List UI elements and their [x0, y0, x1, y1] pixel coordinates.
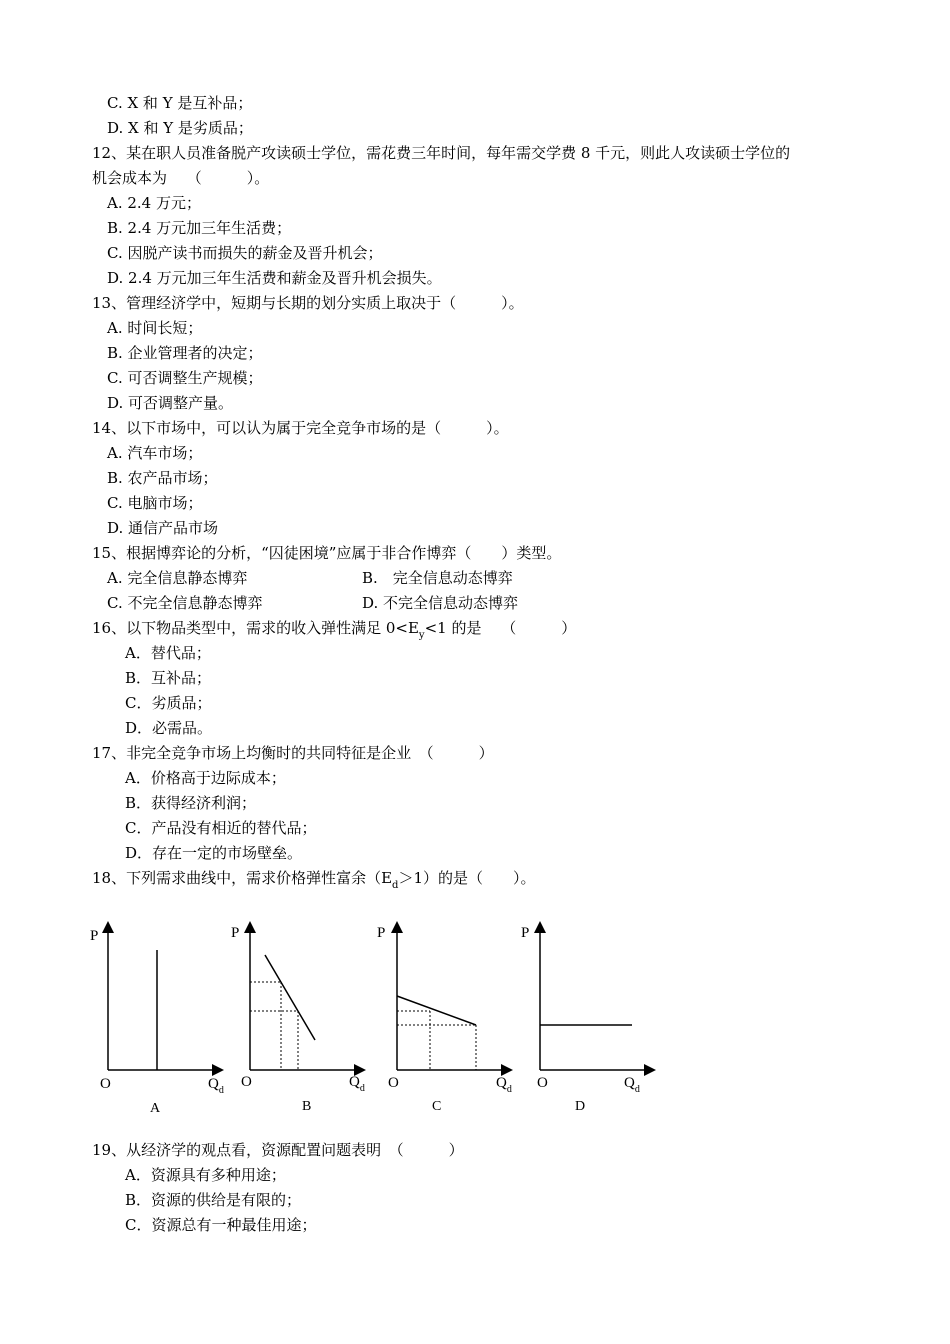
- graph-a-q-sub: d: [218, 1085, 224, 1096]
- q14-option-c: C. 电脑市场；: [107, 494, 203, 512]
- graph-b-p-label: P: [231, 925, 240, 941]
- q16-option-d: D．必需品。: [125, 719, 213, 737]
- question-13: 13、管理经济学中，短期与长期的划分实质上取决于（ ）。: [92, 294, 524, 312]
- q12-option-d: D. 2.4 万元加三年生活费和薪金及晋升机会损失。: [107, 269, 442, 287]
- graph-c-q-label: [496, 1075, 512, 1095]
- graph-d-q-label: [624, 1075, 640, 1095]
- question-15: 15、根据博弈论的分析，“囚徒困境”应属于非合作博弈（ ）类型。: [92, 544, 562, 562]
- q16-option-a: A．替代品；: [125, 644, 211, 662]
- graph-a-p-label: P: [90, 928, 99, 944]
- q15-option-b: B. 完全信息动态博弈: [362, 569, 513, 587]
- option-c-prev: C. X 和 Y 是互补品；: [107, 94, 253, 112]
- graph-a-q-label: [208, 1076, 224, 1096]
- graph-d-q: Q: [624, 1075, 635, 1091]
- graph-a-q: Q: [208, 1076, 219, 1092]
- subscript-d: d: [392, 880, 399, 891]
- q17-option-c: C．产品没有相近的替代品；: [125, 819, 317, 837]
- q13-option-d: D. 可否调整产量。: [107, 394, 234, 412]
- question-14: 14、以下市场中，可以认为属于完全竞争市场的是（ ）。: [92, 419, 509, 437]
- graph-b-label: B: [302, 1099, 312, 1114]
- q15-option-c: C. 不完全信息静态博弈: [107, 594, 263, 612]
- demand-curves-figure: [0, 915, 950, 1120]
- graph-b-q: Q: [349, 1074, 360, 1090]
- q14-option-a: A. 汽车市场；: [107, 444, 203, 462]
- graph-c-q-sub: d: [506, 1084, 512, 1095]
- graph-b-q-sub: d: [359, 1083, 365, 1094]
- graph-d-label: D: [575, 1099, 586, 1114]
- question-19: 19、从经济学的观点看，资源配置问题表明 （ ）: [92, 1141, 464, 1159]
- q13-option-c: C. 可否调整生产规模；: [107, 369, 263, 387]
- graph-b: [231, 925, 365, 1114]
- question-12-line2: 机会成本为 （ ）。: [92, 169, 270, 187]
- q13-option-a: A. 时间长短；: [107, 319, 203, 337]
- graph-d-o-label: O: [537, 1075, 548, 1091]
- graph-c-q: Q: [496, 1075, 507, 1091]
- question-12-line1: 12、某在职人员准备脱产攻读硕士学位，需花费三年时间，每年需交学费 8 千元，则此人攻读硕士学位的: [92, 144, 791, 162]
- q16-option-c: C．劣质品；: [125, 694, 212, 712]
- subscript-y: y: [418, 630, 425, 641]
- q17-option-a: A．价格高于边际成本；: [125, 769, 286, 787]
- q19-option-a: A．资源具有多种用途；: [125, 1166, 286, 1184]
- graph-a-label: A: [150, 1101, 161, 1116]
- q12-option-b: B. 2.4 万元加三年生活费；: [107, 219, 292, 237]
- graph-d-p-label: P: [521, 925, 530, 941]
- graph-a: [90, 927, 224, 1116]
- graph-c: [377, 925, 512, 1114]
- graph-c-label: C: [432, 1099, 442, 1114]
- q16-option-b: B．互补品；: [125, 669, 212, 687]
- q17-option-b: B．获得经济利润；: [125, 794, 257, 812]
- question-16-text-end: <1 的是 （ ）: [424, 619, 577, 637]
- graph-d: [521, 925, 650, 1114]
- q12-option-a: A. 2.4 万元；: [107, 194, 201, 212]
- question-16: [92, 618, 576, 641]
- graph-c-p-label: P: [377, 925, 386, 941]
- q13-option-b: B. 企业管理者的决定；: [107, 344, 263, 362]
- graph-b-demand-curve: [265, 955, 315, 1040]
- q15-option-d: D. 不完全信息动态博弈: [362, 594, 519, 612]
- graph-b-q-label: [349, 1074, 365, 1094]
- graph-d-q-sub: d: [634, 1084, 640, 1095]
- q14-option-b: B. 农产品市场；: [107, 469, 218, 487]
- q15-option-a: A. 完全信息静态博弈: [107, 569, 248, 587]
- graph-a-o-label: O: [100, 1076, 111, 1092]
- q12-option-c: C. 因脱产读书而损失的薪金及晋升机会；: [107, 244, 383, 262]
- q19-option-c: C．资源总有一种最佳用途；: [125, 1216, 317, 1234]
- graph-c-o-label: O: [388, 1075, 399, 1091]
- q14-option-d: D. 通信产品市场: [107, 519, 219, 537]
- q19-option-b: B．资源的供给是有限的；: [125, 1191, 302, 1209]
- question-18: [92, 868, 536, 891]
- graph-b-o-label: O: [241, 1074, 252, 1090]
- graph-c-demand-curve: [397, 996, 476, 1025]
- question-18-text-end: ＞1）的是（ ）。: [398, 869, 536, 887]
- option-d-prev: D. X 和 Y 是劣质品；: [107, 119, 253, 137]
- question-18-text: 18、下列需求曲线中，需求价格弹性富余（E: [92, 869, 393, 887]
- question-16-text: 16、以下物品类型中，需求的收入弹性满足 0<E: [92, 619, 419, 637]
- question-17: 17、非完全竞争市场上均衡时的共同特征是企业 （ ）: [92, 744, 494, 762]
- q17-option-d: D．存在一定的市场壁垒。: [125, 844, 303, 862]
